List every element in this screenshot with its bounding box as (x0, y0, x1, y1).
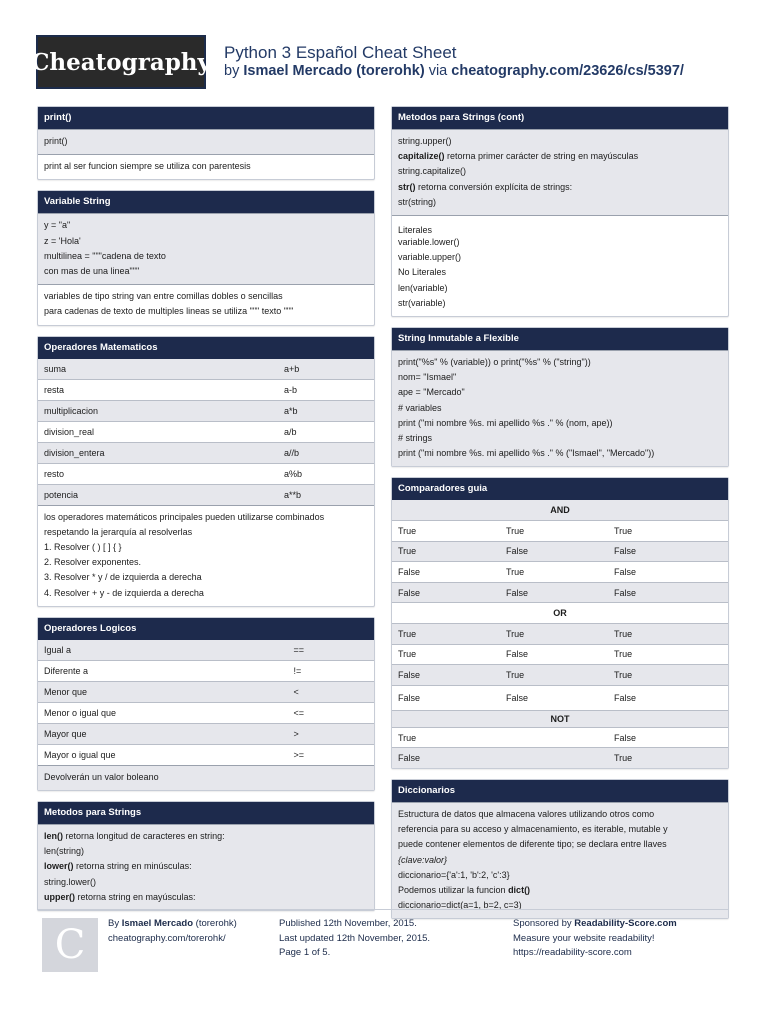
cell: True (506, 567, 525, 578)
string-inmutable-header: String Inmutable a Flexible (392, 328, 728, 350)
text-line (398, 883, 722, 898)
table-row (392, 541, 728, 562)
table-row (38, 421, 374, 442)
code-line: y = "a" (44, 220, 71, 231)
string-inmutable-box (391, 327, 729, 467)
table-row (38, 484, 374, 505)
and-label-row (392, 500, 728, 520)
cell: True (506, 628, 525, 639)
cell: True (398, 732, 417, 743)
method-line (398, 149, 722, 164)
c-letter: C (54, 922, 86, 968)
table-row (38, 442, 374, 463)
sponsor-url-link[interactable]: https://readability-score.com (513, 947, 632, 958)
print-note: print al ser funcion siempre se utiliza con parentesis (38, 154, 374, 179)
operadores-matematicos-header: Operadores Matematicos (38, 337, 374, 359)
table-row (38, 681, 374, 702)
op-symbol: > (293, 728, 299, 739)
method-name: upper() (44, 891, 75, 902)
table-row (38, 744, 374, 765)
metodos-strings-content (38, 824, 374, 910)
note-line: respetando la jerarquía al resolverlas (44, 526, 193, 537)
op-symbol: a-b (284, 384, 298, 395)
cell: False (398, 692, 421, 703)
table-row (392, 561, 728, 582)
not-label-row (392, 710, 728, 727)
left-column (37, 106, 375, 921)
table-row (38, 359, 374, 379)
cell: True (398, 628, 417, 639)
op-name: resta (44, 384, 65, 395)
table-row (392, 747, 728, 768)
table-row (38, 463, 374, 484)
cell: False (398, 587, 421, 598)
cell: True (614, 753, 633, 764)
code-line: con mas de una linea""" (44, 266, 140, 277)
method-desc: retorna conversión explícita de strings: (415, 181, 573, 192)
updated-date: Last updated 12th November, 2015. (279, 932, 431, 944)
print-header: print() (38, 107, 374, 129)
literal-heading: Literales (398, 225, 433, 236)
op-symbol: a//b (284, 447, 300, 458)
or-label-row (392, 602, 728, 623)
published-date: Published 12th November, 2015. (279, 918, 417, 929)
metodos-strings-cont-content (392, 129, 728, 215)
diccionarios-content (392, 802, 728, 918)
cell: False (614, 732, 637, 743)
literal-line: No Literales (398, 267, 447, 278)
literal-line: str(variable) (398, 297, 446, 308)
note-line: 1. Resolver ( ) [ ] { } (44, 542, 122, 553)
table-row (392, 520, 728, 541)
op-name: resto (44, 468, 65, 479)
cell: False (506, 587, 529, 598)
metodos-strings-cont-box (391, 106, 729, 317)
op-name: Mayor o igual que (44, 749, 116, 760)
cell: False (614, 546, 637, 557)
op-name: Menor o igual que (44, 707, 117, 718)
cell: True (614, 649, 633, 660)
table-row (392, 664, 728, 685)
author-name[interactable]: Ismael Mercado (121, 918, 194, 929)
sponsor-link[interactable]: Readability-Score.com (574, 918, 677, 929)
table-row (38, 379, 374, 400)
code-line: ape = "Mercado" (398, 387, 465, 398)
op-symbol: <= (293, 707, 305, 718)
code-line: # variables (398, 402, 442, 413)
author-handle: (torerohk) (193, 918, 237, 929)
cell: True (398, 649, 417, 660)
right-column (391, 106, 729, 929)
method-line (44, 890, 368, 905)
code-line: multilinea = """cadena de texto (44, 250, 166, 261)
op-name: Menor que (44, 686, 88, 697)
page-title: Python 3 Español Cheat Sheet (224, 43, 457, 62)
table-row (38, 702, 374, 723)
code-line: # strings (398, 433, 433, 444)
method-example: string.capitalize() (398, 166, 467, 177)
code-line: z = 'Hola' (44, 235, 81, 246)
operadores-logicos-note: Devolverán un valor boleano (38, 765, 374, 790)
by-prefix: by (224, 63, 240, 79)
note-line: 3. Resolver * y / de izquierda a derecha (44, 572, 202, 583)
literal-line: len(variable) (398, 282, 448, 293)
note-line: para cadenas de texto de multiples lineas se utiliza """ texto """ (44, 306, 294, 317)
cell: True (614, 525, 633, 536)
method-desc: retorna longitud de caracteres en string: (63, 831, 225, 842)
or-label: OR (553, 608, 567, 619)
sponsor-tagline: Measure your website readability! (513, 932, 655, 944)
metodos-strings-cont-header: Metodos para Strings (cont) (392, 107, 728, 129)
variable-string-code (38, 213, 374, 284)
op-symbol: a*b (284, 405, 298, 416)
cell: False (614, 567, 637, 578)
syntax-line: {clave:valor} (398, 854, 448, 865)
note-line: 4. Resolver + y - de izquierda a derecha (44, 587, 204, 598)
code-line: print("%s" % (variable)) o print("%s" % ("string")) (398, 357, 591, 368)
cell: False (614, 587, 637, 598)
cell: True (506, 525, 525, 536)
method-name: str() (398, 181, 416, 192)
logo-text: Cheatography (31, 48, 211, 76)
method-name: capitalize() (398, 151, 445, 162)
cell: True (614, 670, 633, 680)
function-name: dict() (508, 885, 531, 895)
method-line (398, 180, 722, 195)
string-inmutable-content (392, 350, 728, 466)
footer (37, 909, 729, 980)
table-row (392, 727, 728, 748)
code-line: diccionario={'a':1, 'b':2, 'c':3} (398, 869, 510, 880)
print-box (37, 106, 375, 180)
text-line: puede contener elementos de diferente tipo; se declara entre llaves (398, 839, 667, 850)
op-name: suma (44, 363, 67, 374)
op-name: division_entera (44, 447, 105, 458)
method-desc: retorna primer carácter de string en mayúsculas (444, 151, 639, 162)
page-number: Page 1 of 5. (279, 947, 331, 958)
table-row (38, 660, 374, 681)
profile-link[interactable]: cheatography.com/torerohk/ (108, 932, 226, 944)
op-symbol: a/b (284, 426, 297, 437)
cell: False (398, 670, 421, 680)
op-name: Mayor que (44, 728, 87, 739)
text-line: Estructura de datos que almacena valores utilizando otros como (398, 808, 655, 819)
note-line: 2. Resolver exponentes. (44, 557, 142, 568)
table-row (392, 623, 728, 644)
not-label: NOT (550, 713, 570, 724)
method-line (44, 859, 368, 874)
sheet-url-link[interactable]: cheatography.com/23626/cs/5397/ (451, 63, 684, 79)
op-name: Diferente a (44, 665, 89, 676)
op-name: multiplicacion (44, 405, 99, 416)
cell: True (398, 546, 417, 557)
code-line: nom= "Ismael" (398, 372, 457, 383)
operadores-logicos-box (37, 617, 375, 791)
sponsor-info (513, 917, 677, 961)
byline (224, 63, 684, 79)
cell: False (614, 692, 637, 703)
text-line: referencia para su acceso y almacenamiento, es iterable, mutable y (398, 824, 668, 835)
operadores-logicos-header: Operadores Logicos (38, 618, 374, 640)
diccionarios-box (391, 779, 729, 919)
table-row (392, 644, 728, 665)
cell: False (398, 567, 421, 578)
op-name: Igual a (44, 644, 72, 655)
diccionarios-header: Diccionarios (392, 780, 728, 802)
method-example: str(string) (398, 196, 436, 207)
table-row (392, 685, 728, 710)
by-text: By (108, 918, 122, 929)
op-name: potencia (44, 489, 79, 500)
metodos-strings-header: Metodos para Strings (38, 802, 374, 824)
via-text: via (428, 63, 448, 79)
cheatography-logo[interactable] (31, 35, 211, 89)
table-row (38, 400, 374, 421)
op-symbol: != (293, 665, 302, 676)
table-row (392, 582, 728, 603)
note-line: los operadores matemáticos principales pueden utilizarse combinados (44, 511, 325, 522)
variable-string-note (38, 284, 374, 324)
comparadores-box (391, 477, 729, 769)
operadores-matematicos-box (37, 336, 375, 607)
cell: False (398, 753, 421, 764)
method-example: string.lower() (44, 876, 97, 887)
method-desc: retorna string en mayúsculas: (75, 891, 196, 902)
method-desc: retorna string en minúsculas: (73, 861, 192, 872)
method-example: string.upper() (398, 136, 452, 146)
op-name: division_real (44, 426, 95, 437)
text: Podemos utilizar la funcion (398, 885, 509, 895)
op-symbol: a**b (284, 489, 302, 500)
author-info (108, 917, 237, 946)
note-line: variables de tipo string van entre comillas dobles o sencillas (44, 291, 283, 302)
cell: True (398, 525, 417, 536)
code-line: print ("mi nombre %s. mi apellido %s ." % (nom, ape)) (398, 417, 613, 428)
table-row (38, 640, 374, 660)
literal-line: variable.lower() (398, 237, 460, 248)
cell: False (506, 546, 529, 557)
variable-string-header: Variable String (38, 191, 374, 213)
table-row (38, 723, 374, 744)
method-name: len() (44, 831, 63, 842)
cell: False (506, 649, 529, 660)
author-link[interactable]: Ismael Mercado (torerohk) (243, 63, 425, 79)
op-symbol: == (293, 644, 305, 655)
op-symbol: a%b (284, 468, 303, 479)
op-symbol: < (293, 686, 299, 697)
method-line (44, 829, 368, 844)
method-example: len(string) (44, 846, 85, 857)
comparadores-header: Comparadores guia (392, 478, 728, 500)
metodos-strings-box (37, 801, 375, 911)
variable-string-box (37, 190, 375, 325)
literal-line: variable.upper() (398, 252, 462, 263)
code-line: print ("mi nombre %s. mi apellido %s ." % ("Ismael", "Mercado")) (398, 448, 655, 459)
publish-info (279, 917, 430, 961)
print-syntax: print() (38, 129, 374, 154)
literales-section (392, 215, 728, 316)
method-name: lower() (44, 861, 74, 872)
cell: True (614, 628, 633, 639)
cell: True (506, 670, 525, 680)
and-label: AND (550, 505, 570, 516)
sponsor-prefix: Sponsored by (513, 918, 575, 929)
cheatography-c-icon (42, 918, 98, 972)
op-symbol: a+b (284, 363, 300, 374)
cell: False (506, 692, 529, 703)
code-line: diccionario=dict(a=1, b=2, c=3) (398, 900, 522, 911)
op-symbol: >= (293, 749, 305, 760)
operadores-matematicos-note (38, 505, 374, 606)
